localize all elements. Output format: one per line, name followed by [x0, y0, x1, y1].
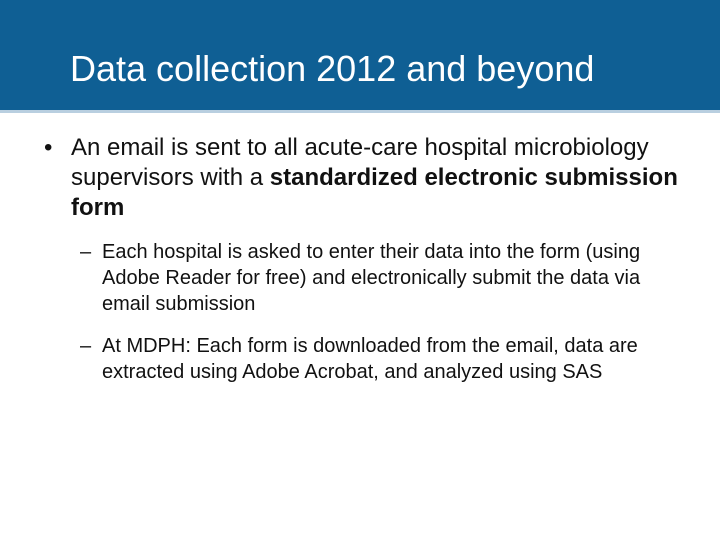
- sub-bullet-mdph-text: At MDPH: Each form is downloaded from the email, data are extracted using Adobe Acrobat, and analyzed using SAS: [102, 335, 638, 383]
- bullet-main: [44, 133, 684, 223]
- sub-bullet-mdph: [80, 333, 690, 385]
- bullet-main-plain: An email is sent to all acute-care hospital microbiology supervisors with a: [71, 134, 649, 191]
- dash-marker: –: [80, 241, 92, 263]
- slide-title: Data collection 2012 and beyond: [70, 48, 595, 89]
- bullet-marker: •: [44, 134, 53, 161]
- dash-marker: –: [80, 335, 92, 357]
- bullet-main-bold: standardized electronic submission form: [71, 164, 678, 221]
- bullet-main-text: [71, 133, 684, 223]
- sub-bullet-hospital: [80, 239, 690, 317]
- sub-bullet-hospital-text: Each hospital is asked to enter their data into the form (using Adobe Reader for free) and electronically submit the data via email submission: [102, 241, 641, 315]
